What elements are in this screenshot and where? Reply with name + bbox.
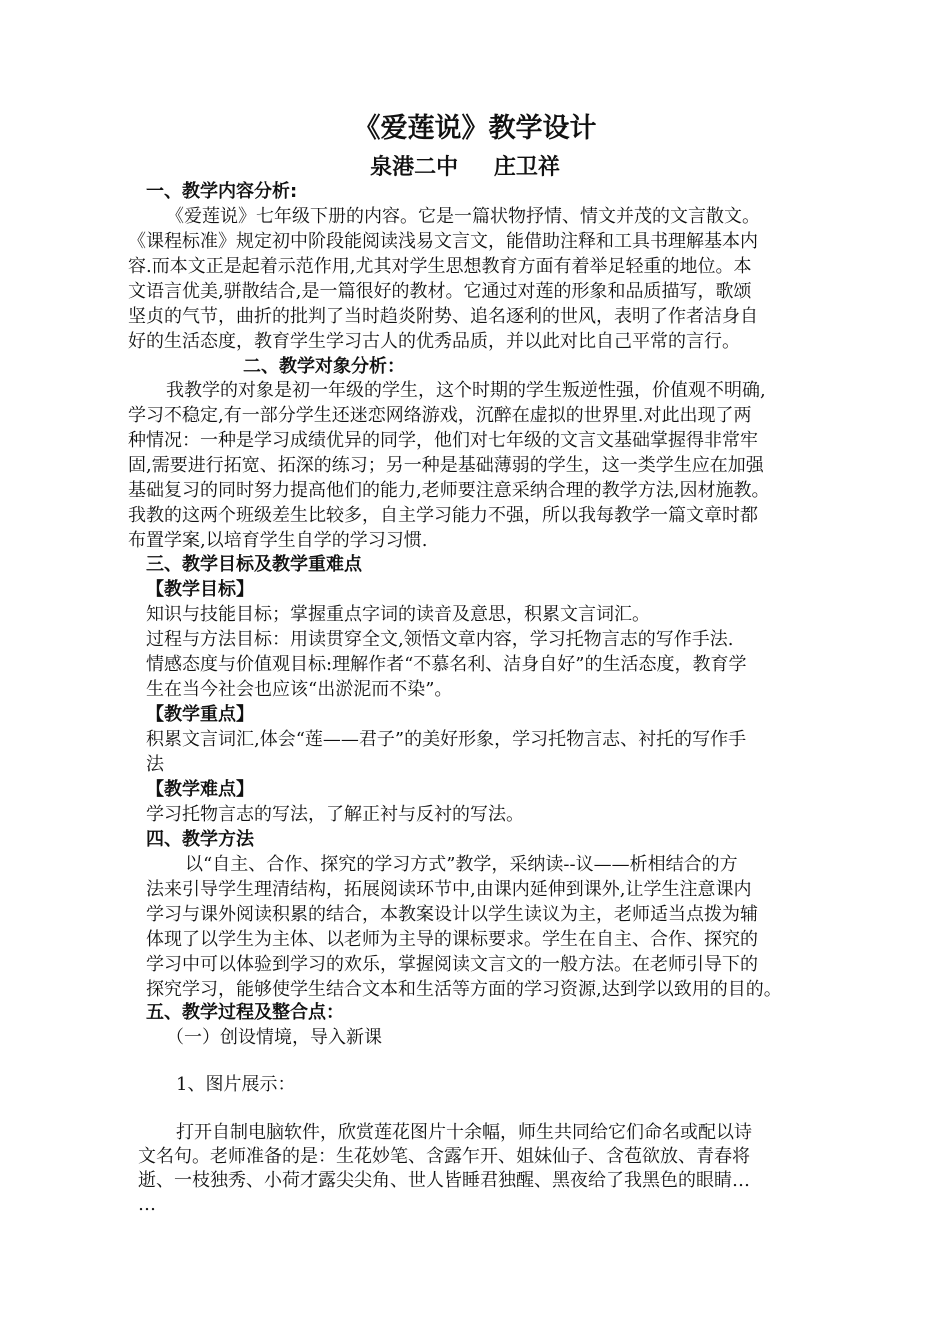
document-title: 《爱莲说》教学设计 <box>353 113 597 144</box>
paragraph-line: 坚贞的气节，曲折的批判了当时趋炎附势、追名逐利的世风，表明了作者洁身自 <box>128 306 758 327</box>
paragraph-line: 以“自主、合作、探究的学习方式”教学，采纳读--议——析相结合的方 <box>185 854 738 875</box>
paragraph-line: 基础复习的同时努力提高他们的能力,老师要注意采纳合理的教学方法,因材施教。 <box>128 480 770 501</box>
goal-line: 知识与技能目标；掌握重点字词的读音及意思，积累文言词汇。 <box>146 604 650 625</box>
paragraph-line: 《爱莲说》七年级下册的内容。它是一篇状物抒情、情文并茂的文言散文。 <box>166 206 760 227</box>
paragraph-line: 学习中可以体验到学习的欢乐，掌握阅读文言文的一般方法。在老师引导下的 <box>146 954 758 975</box>
author-line: 泉港二中 庄卫祥 <box>370 155 560 180</box>
paragraph-line: 体现了以学生为主体、以老师为主导的课标要求。学生在自主、合作、探究的 <box>146 929 758 950</box>
goal-line: 过程与方法目标：用读贯穿全文,领悟文章内容，学习托物言志的写作手法. <box>146 629 734 650</box>
section-heading-4: 四、教学方法 <box>146 829 254 850</box>
section-heading-5: 五、教学过程及整合点： <box>146 1002 344 1023</box>
paragraph-line: 探究学习，能够使学生结合文本和生活等方面的学习资源,达到学以致用的目的。 <box>146 979 782 1000</box>
paragraph-line: 逝、一枝独秀、小荷才露尖尖角、世人皆睡君独醒、黑夜给了我黑色的眼睛… <box>138 1170 750 1191</box>
section-heading-2: 二、教学对象分析： <box>243 356 405 377</box>
paragraph-line: 学习不稳定,有一部分学生还迷恋网络游戏，沉醉在虚拟的世界里.对此出现了两 <box>128 405 752 426</box>
paragraph-line: 容.而本文正是起着示范作用,尤其对学生思想教育方面有着举足轻重的地位。本 <box>128 256 752 277</box>
subheading-difficulties: 【教学难点】 <box>146 779 254 800</box>
paragraph-line: … <box>138 1194 156 1215</box>
subheading-key-points: 【教学重点】 <box>146 704 254 725</box>
paragraph-line: 好的生活态度，教育学生学习古人的优秀品质，并以此对比自己平常的言行。 <box>128 331 740 352</box>
subsection-title: （一）创设情境，导入新课 <box>166 1027 382 1048</box>
key-point-line: 法 <box>146 754 164 775</box>
paragraph-line: 布置学案,以培育学生自学的学习习惯. <box>128 530 428 551</box>
difficulty-line: 学习托物言志的写法，了解正衬与反衬的写法。 <box>146 804 524 825</box>
section-heading-1: 一、教学内容分析: <box>146 181 298 202</box>
paragraph-line: 文名句。老师准备的是：生花妙笔、含露乍开、姐妹仙子、含苞欲放、青春将 <box>138 1146 750 1167</box>
paragraph-line: 固,需要进行拓宽、拓深的练习；另一种是基础薄弱的学生，这一类学生应在加强 <box>128 455 764 476</box>
paragraph-line: 我教学的对象是初一年级的学生，这个时期的学生叛逆性强，价值观不明确, <box>166 380 766 401</box>
paragraph-line: 法来引导学生理清结构，拓展阅读环节中,由课内延伸到课外,让学生注意课内 <box>146 879 752 900</box>
goal-line: 生在当今社会也应该“出淤泥而不染”。 <box>146 679 453 700</box>
subheading-goals: 【教学目标】 <box>146 579 254 600</box>
paragraph-line: 学习与课外阅读积累的结合，本教案设计以学生读议为主，老师适当点拨为辅 <box>146 904 758 925</box>
paragraph-line: 《课程标准》规定初中阶段能阅读浅易文言文，能借助注释和工具书理解基本内 <box>128 231 758 252</box>
paragraph-line: 打开自制电脑软件，欣赏莲花图片十余幅，师生共同给它们命名或配以诗 <box>176 1122 752 1143</box>
subsection-item: 1、图片展示： <box>176 1074 296 1095</box>
key-point-line: 积累文言词汇,体会“莲——君子”的美好形象，学习托物言志、衬托的写作手 <box>146 729 747 750</box>
paragraph-line: 文语言优美,骈散结合,是一篇很好的教材。它通过对莲的形象和品质描写，歌颂 <box>128 281 752 302</box>
goal-line: 情感态度与价值观目标:理解作者“不慕名利、洁身自好”的生活态度，教育学 <box>146 654 747 675</box>
section-heading-3: 三、教学目标及教学重难点 <box>146 554 362 575</box>
paragraph-line: 种情况：一种是学习成绩优异的同学，他们对七年级的文言文基础掌握得非常牢 <box>128 430 758 451</box>
paragraph-line: 我教的这两个班级差生比较多，自主学习能力不强，所以我每教学一篇文章时都 <box>128 505 758 526</box>
